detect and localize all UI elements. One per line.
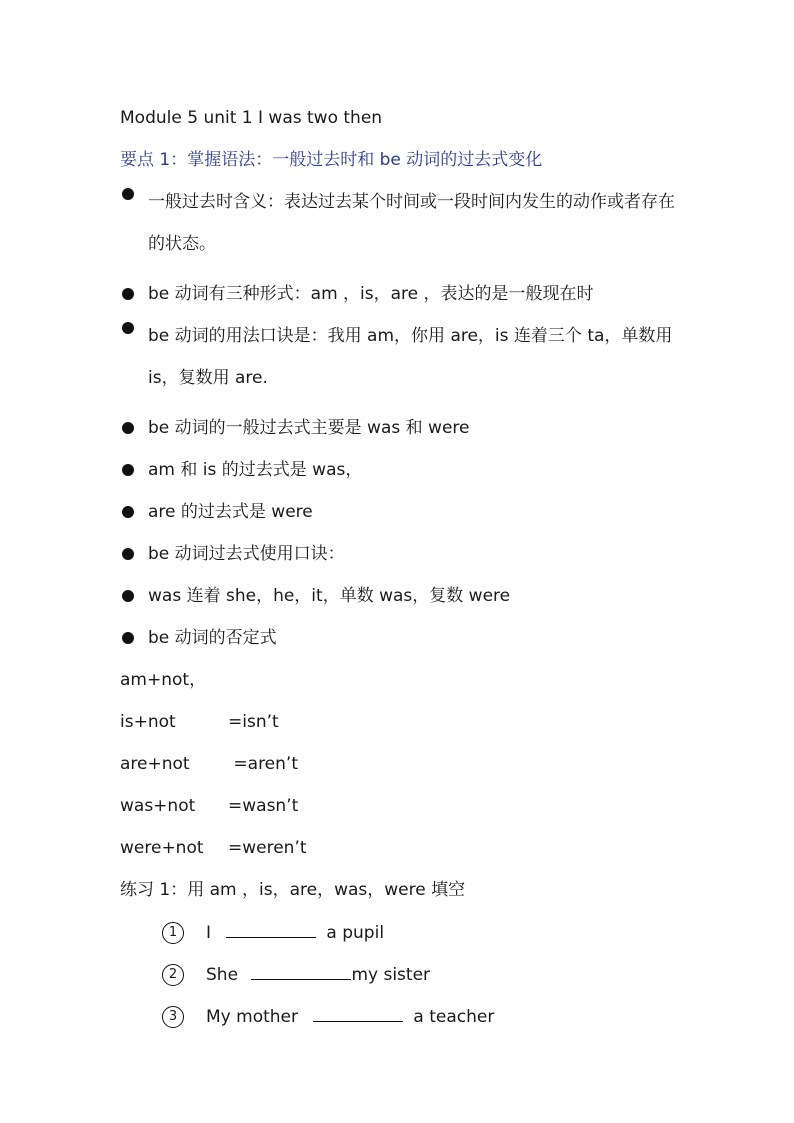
- bullet-item: [120, 281, 694, 307]
- bullet-dot-icon: [122, 506, 134, 518]
- exercise-text-before: My mother: [206, 1007, 298, 1027]
- exercise-item: [120, 919, 694, 945]
- answer-blank[interactable]: [313, 1003, 403, 1022]
- bullet-item: [120, 415, 694, 441]
- key-point-heading: 要点 1：掌握语法：一般过去时和 be 动词的过去式变化: [120, 150, 543, 170]
- exercise-text-after: a teacher: [413, 1007, 495, 1027]
- negative-form-row: [120, 793, 694, 819]
- page-title: Module 5 unit 1 I was two then: [120, 108, 383, 128]
- negative-form-base: was+not: [120, 796, 196, 816]
- bullet-item: [120, 315, 694, 399]
- negative-form-base: is+not: [120, 712, 176, 732]
- negative-form-contraction: =aren’t: [228, 754, 298, 774]
- exercise-text-after: a pupil: [326, 923, 385, 943]
- negative-form-row: [120, 667, 694, 693]
- bullet-dot-icon: [122, 548, 134, 560]
- bullet-dot-icon: [122, 590, 134, 602]
- bullet-text: be 动词的用法口诀是：我用 am，你用 are，is 连着三个 ta，单数用 is，复数用 are.: [148, 326, 673, 388]
- bullet-dot-icon: [122, 188, 134, 200]
- bullet-item: [120, 625, 694, 651]
- exercise-item: [120, 961, 694, 987]
- circled-number-icon: 2: [162, 964, 184, 986]
- bullet-item: [120, 457, 694, 483]
- bullet-item: [120, 499, 694, 525]
- negative-form-row: [120, 835, 694, 861]
- answer-blank[interactable]: [226, 919, 316, 938]
- bullet-text: 一般过去时含义：表达过去某个时间或一段时间内发生的动作或者存在的状态。: [148, 192, 675, 254]
- bullet-dot-icon: [122, 464, 134, 476]
- bullet-text: be 动词过去式使用口诀：: [148, 544, 345, 564]
- bullet-text: be 动词的一般过去式主要是 was 和 were: [148, 418, 470, 438]
- exercise-text-after: my sister: [351, 965, 431, 985]
- circled-number-icon: 3: [162, 1006, 184, 1028]
- bullet-text: are 的过去式是 were: [148, 502, 313, 522]
- negative-form-base: am+not，: [120, 670, 207, 690]
- bullet-item: [120, 583, 694, 609]
- exercise-heading: 练习 1：用 am ，is，are，was，were 填空: [120, 880, 466, 900]
- bullet-text: be 动词有三种形式：am ，is，are ，表达的是一般现在时: [148, 284, 594, 304]
- bullet-item: [120, 181, 694, 265]
- bullet-item: [120, 541, 694, 567]
- bullet-dot-icon: [122, 632, 134, 644]
- negative-form-contraction: =wasn’t: [228, 796, 299, 816]
- exercise-text-before: She: [206, 965, 239, 985]
- exercise-text-before: I: [206, 923, 212, 943]
- bullet-dot-icon: [122, 322, 134, 334]
- exercise-item: [120, 1003, 694, 1029]
- bullet-dot-icon: [122, 422, 134, 434]
- negative-form-row: [120, 751, 694, 777]
- bullet-text: be 动词的否定式: [148, 628, 277, 648]
- bullet-text: was 连着 she，he，it，单数 was，复数 were: [148, 586, 511, 606]
- negative-form-base: are+not: [120, 754, 190, 774]
- circled-number-icon: 1: [162, 922, 184, 944]
- negative-form-contraction: =isn’t: [228, 712, 279, 732]
- negative-form-base: were+not: [120, 838, 204, 858]
- negative-form-row: [120, 709, 694, 735]
- negative-form-contraction: =weren’t: [228, 838, 307, 858]
- bullet-dot-icon: [122, 288, 134, 300]
- bullet-text: am 和 is 的过去式是 was，: [148, 460, 363, 480]
- answer-blank[interactable]: [251, 961, 351, 980]
